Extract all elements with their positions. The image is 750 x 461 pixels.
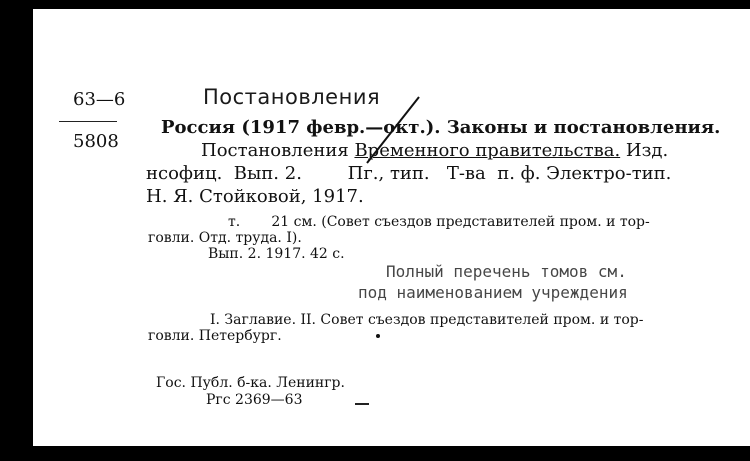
call-number-bottom: 5808: [73, 131, 119, 152]
dash-mark: [355, 403, 369, 405]
stamp-line-2: под наименованием учреждения: [358, 283, 628, 302]
catalog-card: [33, 9, 750, 446]
handwritten-subject: Постановления: [203, 85, 381, 109]
call-number-top: 63—6: [73, 89, 126, 110]
handwritten-slash-mark: [363, 95, 423, 167]
call-number-divider: [59, 121, 117, 122]
holdings: Вып. 2. 1917. 42 с.: [208, 246, 345, 262]
title-line-1-underlined: Временного правительства.: [354, 140, 621, 161]
title-line-1-pre: Постановления: [201, 140, 355, 161]
title-line-3: Н. Я. Стойковой, 1917.: [146, 186, 364, 207]
ink-dot: [376, 334, 380, 338]
note-line-1: т. 21 см. (Совет съездов представителей пром. и тор-: [228, 214, 650, 230]
tracings-line-2: говли. Петербург.: [148, 328, 282, 344]
title-line-1-post: Изд.: [620, 140, 669, 161]
library-number: Ргс 2369—63: [206, 392, 303, 408]
title-line-1: [201, 142, 668, 160]
heading: Россия (1917 февр.—окт.). Законы и постановления.: [161, 117, 721, 138]
tracings-line-1: I. Заглавие. II. Совет съездов представителей пром. и тор-: [210, 312, 644, 328]
stamp-line-1: Полный перечень томов см.: [386, 262, 627, 281]
library-line: Гос. Публ. б-ка. Ленингр.: [156, 375, 345, 391]
note-line-2: говли. Отд. труда. I).: [148, 230, 302, 246]
title-line-2: нсофиц. Вып. 2. Пг., тип. Т-ва п. ф. Электро-тип.: [146, 163, 672, 184]
